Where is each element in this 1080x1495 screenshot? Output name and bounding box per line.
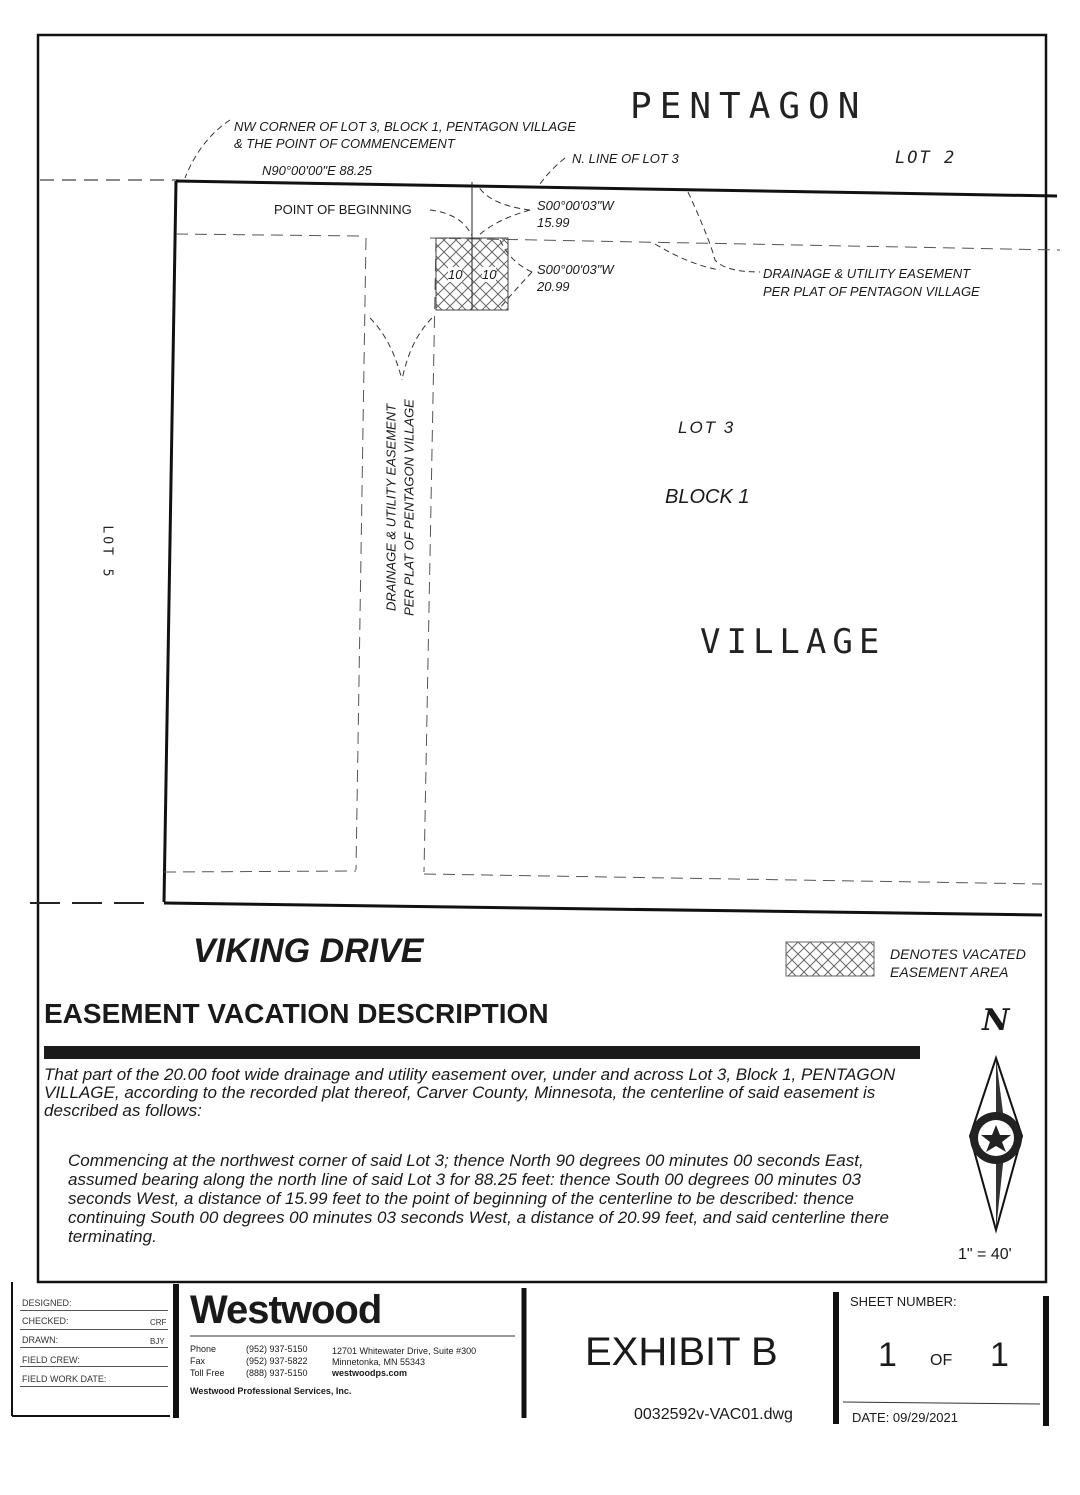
bearing-1: S00°00'03"W (537, 198, 614, 213)
legend-text-1: DENOTES VACATED (890, 946, 1026, 962)
contact-tollfree: (888) 937-5150 (246, 1368, 308, 1378)
north-line-bearing: N90°00'00"E 88.25 (262, 163, 372, 178)
designed-label: DESIGNED: (22, 1298, 72, 1308)
plat-name-top: PENTAGON (630, 86, 868, 127)
contact-fax: (952) 937-5822 (246, 1356, 308, 1366)
lot5-label: LOT 5 (99, 525, 115, 580)
width-left: 10 (448, 267, 463, 282)
width-right: 10 (482, 267, 497, 282)
north-letter: N (982, 1003, 1010, 1038)
drawn-value: BJY (150, 1337, 165, 1346)
distance-2: 20.99 (537, 279, 570, 294)
nw-corner-note-2: & THE POINT OF COMMENCEMENT (234, 136, 455, 151)
north-lot-line (176, 181, 1057, 196)
contact-label-fax: Fax (190, 1356, 206, 1366)
legend-hatch (786, 942, 874, 976)
plat-name-bottom: VILLAGE (700, 622, 886, 662)
contact-label-tollfree: Toll Free (190, 1368, 225, 1378)
sheet-of: OF (930, 1352, 953, 1369)
heading-rule (44, 1046, 920, 1059)
company-logo: Westwood (190, 1288, 382, 1332)
south-lot-line (164, 903, 1042, 915)
address-line-2: Minnetonka, MN 55343 (332, 1357, 426, 1367)
easement-note-top-1: DRAINAGE & UTILITY EASEMENT (763, 266, 971, 281)
street-name: VIKING DRIVE (193, 932, 424, 970)
field-crew-label: FIELD CREW: (22, 1355, 80, 1365)
sheet-number-label: SHEET NUMBER: (850, 1294, 957, 1309)
easement-note-vertical-1: DRAINAGE & UTILITY EASEMENT (383, 403, 399, 612)
scale-label: 1" = 40' (958, 1246, 1012, 1263)
north-arrow-icon (970, 1058, 1022, 1230)
sheet-date: DATE: 09/29/2021 (852, 1410, 958, 1425)
field-work-date-label: FIELD WORK DATE: (22, 1374, 107, 1384)
legend-text-2: EASEMENT AREA (890, 964, 1009, 980)
west-lot-line (164, 181, 176, 902)
pob-label: POINT OF BEGINNING (274, 202, 412, 217)
address-line-1: 12701 Whitewater Drive, Suite #300 (332, 1346, 477, 1356)
company-full-name: Westwood Professional Services, Inc. (190, 1386, 352, 1396)
lot2-label: LOT 2 (895, 148, 957, 168)
drawn-label: DRAWN: (22, 1335, 59, 1345)
block-label: BLOCK 1 (665, 486, 750, 508)
description-legal: Commencing at the northwest corner of said Lot 3; thence North 90 degrees 00 minutes 00 seconds East, assumed bearing along the north line of said Lot 3 for 88.25 feet: thence South 00 degrees 00 minutes 03 seconds West, a distance of 15.99 feet to the point of beginning of the centerline to be described: thence continuing South 00 degrees 00 minutes 03 seconds West, a distance of 20.99 feet, and said centerline there terminating. (68, 1151, 889, 1246)
lot3-label: LOT 3 (678, 418, 736, 437)
nw-corner-note-1: NW CORNER OF LOT 3, BLOCK 1, PENTAGON VILLAGE (234, 119, 576, 134)
easement-note-top-2: PER PLAT OF PENTAGON VILLAGE (763, 284, 980, 299)
checked-value: CRF (150, 1318, 167, 1327)
description-paragraph: That part of the 20.00 foot wide drainage and utility easement over, under and across Lot 3, Block 1, PENTAGON VILLAGE, according to the recorded plat thereof, Carver County, Minnesota, the centerline of said easement is described as follows: (44, 1065, 896, 1120)
n-line-note: N. LINE OF LOT 3 (572, 151, 679, 166)
exhibit-title: EXHIBIT B (585, 1330, 778, 1374)
contact-label-phone: Phone (190, 1344, 217, 1354)
website: westwoodps.com (332, 1368, 408, 1378)
dwg-filename: 0032592v-VAC01.dwg (634, 1406, 793, 1423)
easement-note-vertical-2: PER PLAT OF PENTAGON VILLAGE (401, 399, 417, 616)
distance-1: 15.99 (537, 215, 570, 230)
description-heading: EASEMENT VACATION DESCRIPTION (44, 998, 549, 1029)
bearing-2: S00°00'03"W (537, 262, 614, 277)
sheet-number: 1 (878, 1336, 897, 1374)
contact-phone: (952) 937-5150 (246, 1344, 308, 1354)
checked-label: CHECKED: (22, 1316, 69, 1326)
sheet-total: 1 (990, 1336, 1009, 1374)
